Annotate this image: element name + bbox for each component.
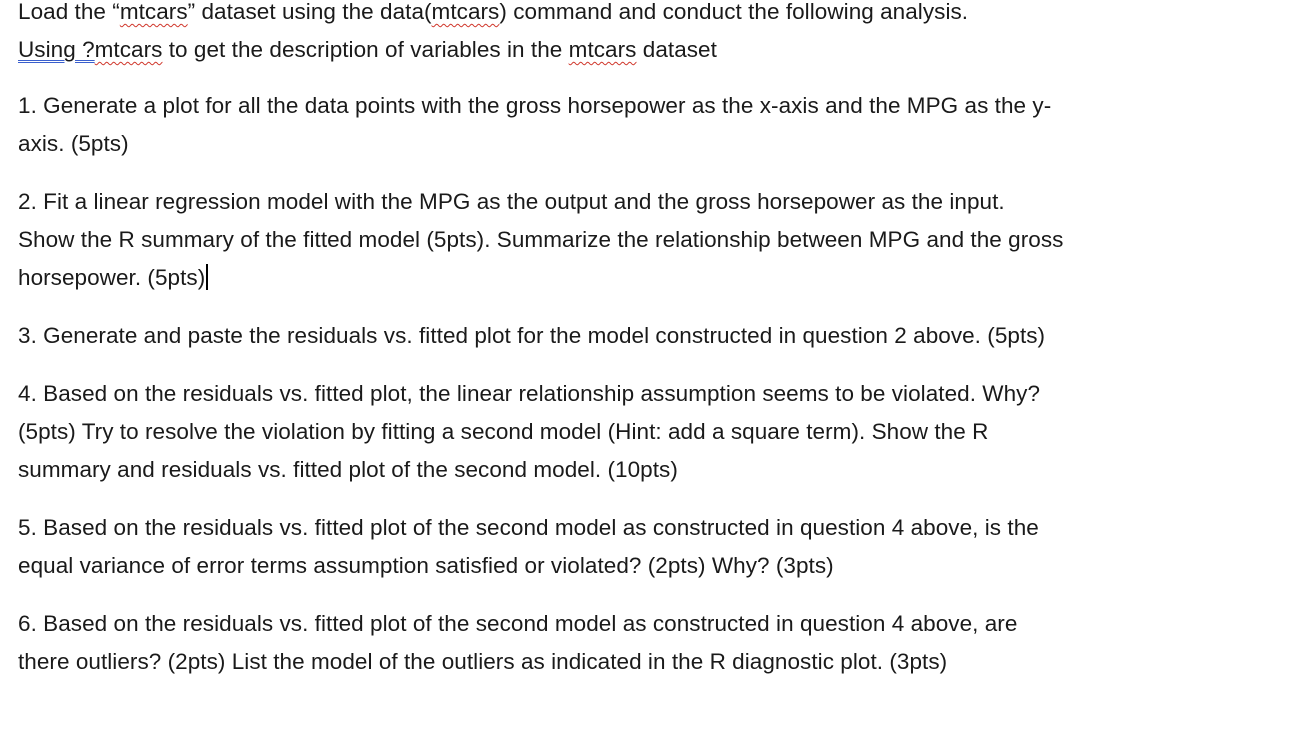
text-run: Load the “ <box>18 0 120 24</box>
intro-line-2 <box>18 31 1288 69</box>
question-line: 2. Fit a linear regression model with the MPG as the output and the gross horsepower as the input. <box>18 189 1005 214</box>
question-2 <box>18 183 1288 297</box>
intro-line-1 <box>18 0 1288 31</box>
question-line: equal variance of error terms assumption satisfied or violated? (2pts) Why? (3pts) <box>18 553 834 578</box>
question-line: 4. Based on the residuals vs. fitted plot, the linear relationship assumption seems to be violated. Why? <box>18 381 1041 406</box>
question-5 <box>18 509 1288 585</box>
question-line: 6. Based on the residuals vs. fitted plot of the second model as constructed in question 4 above, are <box>18 611 1018 636</box>
spellcheck-word[interactable]: mtcars <box>119 0 188 24</box>
text-run: ) command and conduct the following analysis. <box>499 0 969 24</box>
question-line-with-caret[interactable] <box>18 259 1288 297</box>
question-line-text: horsepower. (5pts) <box>18 265 206 290</box>
question-4 <box>18 375 1288 489</box>
text-cursor <box>206 264 208 290</box>
text-run: ” dataset using the data( <box>187 0 432 24</box>
question-line: there outliers? (2pts) List the model of the outliers as indicated in the R diagnostic plot. (3pts) <box>18 649 948 674</box>
question-line: 1. Generate a plot for all the data points with the gross horsepower as the x-axis and the MPG as the y- <box>18 93 1052 118</box>
question-line: 5. Based on the residuals vs. fitted plot of the second model as constructed in question 4 above, is the <box>18 515 1039 540</box>
question-line: axis. (5pts) <box>18 131 129 156</box>
question-3 <box>18 317 1288 355</box>
question-line: Show the R summary of the fitted model (5pts). Summarize the relationship between MPG and the gross <box>18 227 1064 252</box>
document-body[interactable] <box>18 0 1288 681</box>
question-6 <box>18 605 1288 681</box>
spellcheck-word[interactable]: mtcars <box>568 37 637 62</box>
spellcheck-word[interactable]: mtcars <box>431 0 500 24</box>
question-1 <box>18 87 1288 163</box>
question-line: 3. Generate and paste the residuals vs. fitted plot for the model constructed in question 2 above. (5pts) <box>18 323 1046 348</box>
spellcheck-word[interactable]: mtcars <box>94 37 163 62</box>
question-line: (5pts) Try to resolve the violation by fitting a second model (Hint: add a square term). Show the R <box>18 419 989 444</box>
text-run: dataset <box>636 37 717 62</box>
grammar-flag-text[interactable]: Using ? <box>18 37 95 62</box>
text-run: to get the description of variables in the <box>162 37 569 62</box>
intro-paragraph <box>18 0 1288 69</box>
question-line: summary and residuals vs. fitted plot of the second model. (10pts) <box>18 457 678 482</box>
